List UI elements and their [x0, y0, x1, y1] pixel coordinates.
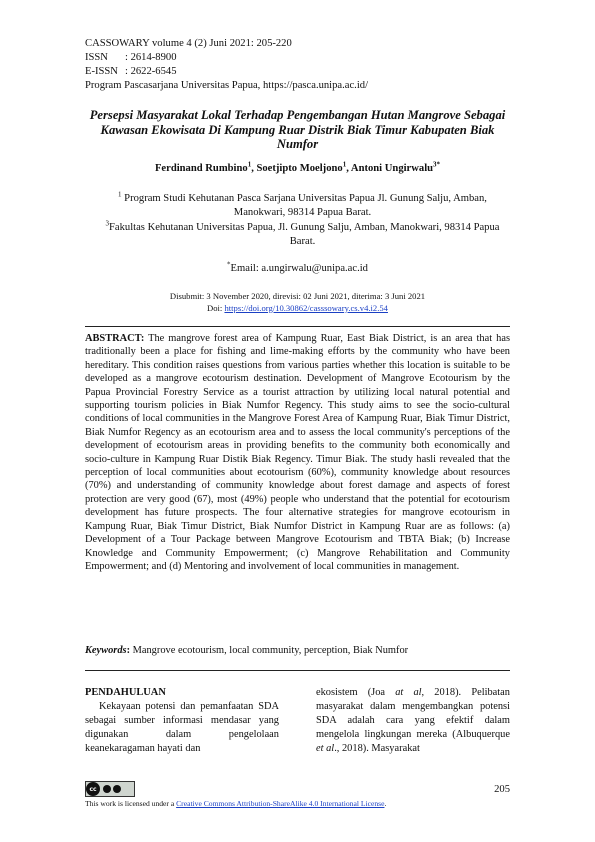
- keywords-text: Mangrove ecotourism, local community, perception, Biak Numfor: [132, 645, 409, 656]
- creative-commons-by-sa-icon[interactable]: [85, 781, 135, 797]
- license-suffix: .: [384, 799, 387, 808]
- issn-label: ISSN: [85, 52, 108, 63]
- author-separator: ,: [251, 163, 257, 174]
- affil-text: Program Studi Kehutanan Pasca Sarjana Universitas Papua Jl. Gunung Salju, Amban, Manokwari, 98314 Papua Barat.: [121, 193, 487, 218]
- affiliation-1: [95, 192, 510, 220]
- author-name: Soetjipto Moeljono: [256, 163, 343, 174]
- author-affil-mark: 3*: [433, 160, 441, 169]
- author-affil-mark: 1: [342, 160, 347, 169]
- submission-dates: [85, 291, 510, 314]
- eissn-label: E-ISSN: [85, 66, 118, 77]
- body-paragraph: Kekayaan potensi dan pemanfaatan SDA sebagai sumber informasi mendasar yang digunakan dalam pengelolaan keanekaragaman hayati dan: [85, 701, 279, 754]
- affiliation-2: [95, 221, 510, 249]
- license-link[interactable]: Creative Commons Attribution-ShareAlike 4.0 International License: [176, 799, 385, 808]
- cc-attribution-icons: [103, 785, 121, 793]
- doi-link[interactable]: https://doi.org/10.30862/casssowary.cs.v4.i2.54: [224, 302, 388, 313]
- divider-bottom: [85, 670, 510, 671]
- corresponding-email: [85, 260, 510, 274]
- body-emphasis: et al: [316, 743, 335, 754]
- divider-top: [85, 326, 510, 327]
- page-number: 205: [494, 784, 510, 795]
- cc-sa-icon: [113, 785, 121, 793]
- keywords-label: Keywords: [85, 645, 127, 656]
- body-text: ., 2018). Masyarakat: [334, 743, 420, 754]
- section-heading: PENDAHULUAN: [85, 687, 166, 698]
- dates-line: Disubmit: 3 November 2020, direvisi: 02 Juni 2021, diterima: 3 Juni 2021: [169, 291, 426, 301]
- abstract-text: The mangrove forest area of Kampung Ruar, East Biak District, is an area that has traditionally been a place for fishing and lime-making efforts by the community who have been hereditary. This condition raises questions from various parties whether this location is suitable to be developed as a mangrove ecotourism destination. Development of Mangrove Ecotourism by the Papua Provincial Forestry Service as a tourist attraction by utilizing local natural potential and supporting tourism policies in Biak Numfor Regency. This study aims to see the socio-cultural conditions of local communities in the Mangrove Forest Area of Kampung Ruar, Biak Timur District, Biak Numfor Regency as an ecotourism area and to assess the local community's perceptions of the development of ecotourism areas in providing benefits to the community both economically and socio-culture in Kampung Ruar Distik Biak Regency. Timur Biak. The study hasli revealed that the perception of local communities about ecotourism (60%), community knowledge about resources (70%) and understanding of community knowledge about forest damage and aspects of forest protection are very good (67), most (49%) people who understand that the potential for ecotourism development has future prospects. The four alternative strategies for mangrove ecotourism in Kampung Ruar, Biak Timur District, Biak Numfor District in Kampung Ruar are as follows: (a) Development of a Tour Package between Mangrove Ecotourism and TBTA Biak; (b) Increase Knowledge and Community Empowerment; (c) Mangrove Rehabilitation and Community Empowerment; and (d) Mentoring and involvement of local communities in management.: [85, 333, 510, 572]
- body-emphasis: at al: [395, 687, 422, 698]
- journal-header: [85, 37, 368, 93]
- email-text[interactable]: Email: a.ungirwalu@unipa.ac.id: [230, 263, 368, 274]
- eissn-value: : 2622-6545: [125, 66, 177, 77]
- author-list: [85, 160, 510, 174]
- issn-line: [85, 51, 368, 65]
- eissn-line: [85, 65, 368, 79]
- author-separator: ,: [346, 163, 351, 174]
- affil-mark: 1: [118, 190, 122, 199]
- keywords-colon: :: [126, 645, 133, 656]
- body-text: , 2018). Pelibatan masyarakat dalam mengembangkan potensi SDA adalah cara yang efektif dalam mengelola lingkungan mereka (Albuquerque: [316, 687, 510, 740]
- doi-label: Doi:: [207, 302, 225, 313]
- corresponding-mark: *: [227, 260, 231, 269]
- abstract-label: ABSTRACT:: [85, 333, 145, 344]
- paper-title: Persepsi Masyarakat Lokal Terhadap Pengembangan Hutan Mangrove Sebagai Kawasan Ekowisata Di Kampung Ruar Distrik Biak Timur Kabupaten Biak Numfor: [89, 108, 506, 152]
- author-name: Antoni Ungirwalu: [350, 163, 434, 174]
- journal-citation: CASSOWARY volume 4 (2) Juni 2021: 205-220: [85, 38, 292, 49]
- issn-value: : 2614-8900: [125, 52, 177, 63]
- program-line: Program Pascasarjana Universitas Papua, https://pasca.unipa.ac.id/: [85, 80, 369, 91]
- cc-by-icon: [103, 785, 111, 793]
- keywords: [85, 645, 510, 656]
- affil-mark: 3: [105, 219, 110, 228]
- author-affil-mark: 1: [247, 160, 252, 169]
- affil-text: Fakultas Kehutanan Universitas Papua, Jl. Gunung Salju, Amban, Manokwari, 98314 Papua Barat.: [109, 222, 500, 247]
- cc-badge-text: cc: [86, 782, 100, 796]
- body-column-left: [85, 686, 279, 756]
- doi-line: [85, 303, 510, 315]
- abstract: [85, 332, 510, 573]
- license-prefix: This work is licensed under a: [85, 799, 177, 808]
- body-column-right: [316, 686, 510, 756]
- license-notice: [85, 799, 386, 808]
- body-text: ekosistem (Joa: [316, 687, 396, 698]
- author-name: Ferdinand Rumbino: [154, 163, 248, 174]
